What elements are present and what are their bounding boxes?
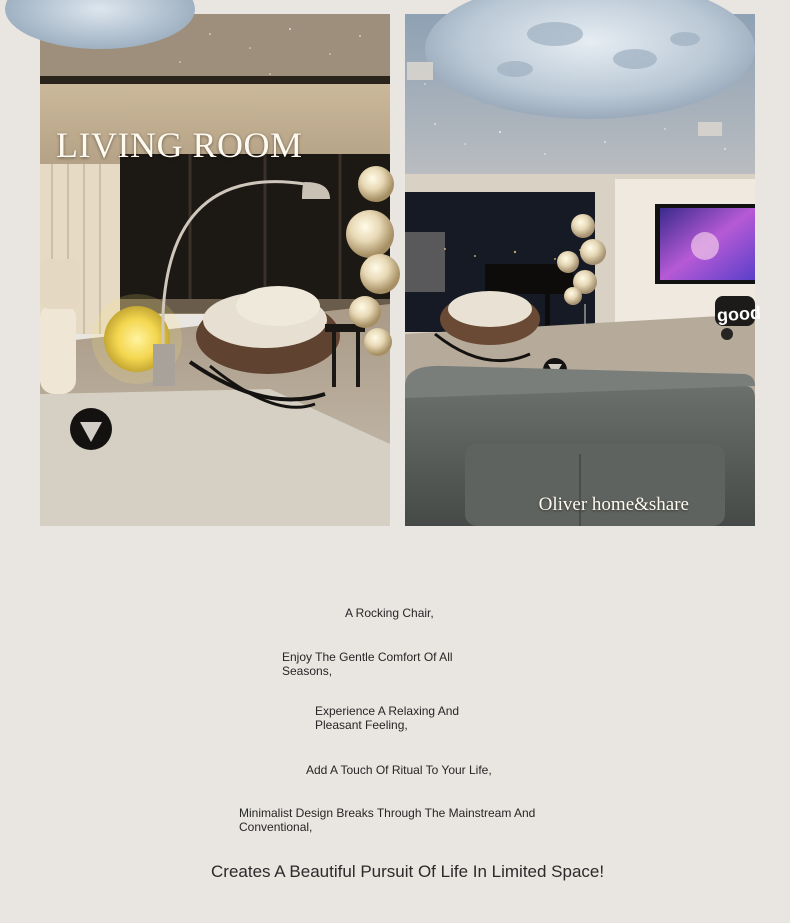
- copy-line-2: Enjoy The Gentle Comfort Of All Seasons,: [282, 650, 453, 678]
- speaker-label: good: [716, 302, 762, 326]
- living-room-photo: [40, 14, 390, 526]
- lounge-photo: [405, 14, 762, 526]
- lounge-illustration: [405, 14, 755, 526]
- copy-line-5: Minimalist Design Breaks Through The Mainstream And Conventional,: [239, 806, 536, 834]
- living-room-illustration: [40, 14, 390, 526]
- living-room-title: LIVING ROOM: [56, 125, 303, 165]
- tagline: Creates A Beautiful Pursuit Of Life In Limited Space!: [211, 862, 605, 881]
- copy-line-3: Experience A Relaxing And Pleasant Feeling,: [315, 704, 460, 732]
- copy-line-1: A Rocking Chair,: [345, 606, 434, 620]
- brand-watermark: Oliver home&share: [538, 494, 689, 515]
- copy-line-4: Add A Touch Of Ritual To Your Life,: [306, 763, 492, 777]
